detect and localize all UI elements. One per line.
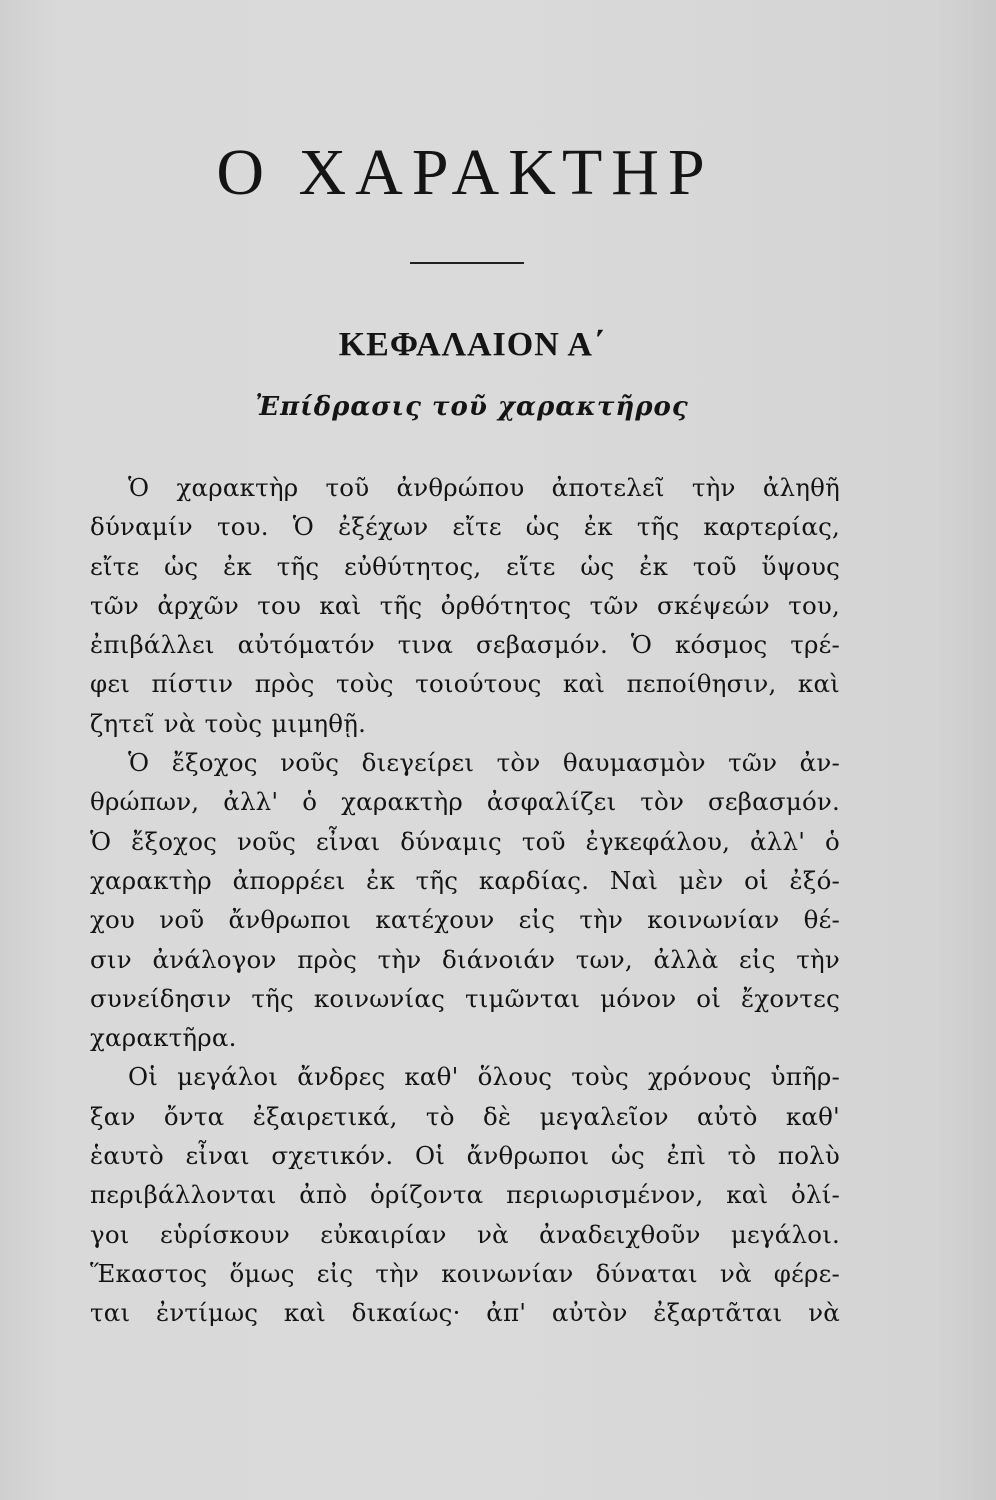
text-line: γοι εὑρίσκουν εὐκαιρίαν νὰ ἀναδειχθοῦν μεγάλοι.	[90, 1219, 840, 1249]
title-divider-rule	[410, 262, 524, 264]
text-line: ζητεῖ νὰ τοὺς μιμηθῇ.	[90, 708, 367, 738]
text-line: θρώπων, ἀλλ' ὁ χαρακτὴρ ἀσφαλίζει τὸν σεβασμόν.	[90, 787, 840, 817]
text-line: χου νοῦ ἄνθρωποι κατέχουν εἰς τὴν κοινωνίαν θέ-	[90, 905, 840, 935]
text-line: Οἱ μεγάλοι ἄνδρες καθ' ὅλους τοὺς χρόνους ὑπῆρ-	[128, 1062, 840, 1092]
text-line: δύναμίν του. Ὁ ἐξέχων εἴτε ὡς ἐκ τῆς καρτερίας,	[90, 512, 840, 542]
paragraph-3	[90, 1057, 840, 1332]
text-line: Ὁ ἔξοχος νοῦς διεγείρει τὸν θαυμασμὸν τῶν ἀν-	[128, 748, 840, 778]
text-line: φει πίστιν πρὸς τοὺς τοιούτους καὶ πεποίθησιν, καὶ	[90, 669, 840, 699]
body-text	[90, 468, 840, 1333]
page-title: Ο ΧΑΡΑΚΤΗΡ	[216, 136, 714, 209]
text-line: εἴτε ὡς ἐκ τῆς εὐθύτητος, εἴτε ὡς ἐκ τοῦ ὕψους	[90, 551, 840, 581]
text-line: Ὁ χαρακτὴρ τοῦ ἀνθρώπου ἀποτελεῖ τὴν ἀληθῆ	[128, 473, 840, 502]
text-line: χαρακτῆρα.	[90, 1023, 237, 1053]
text-line: συνείδησιν τῆς κοινωνίας τιμῶνται μόνον οἱ ἔχοντες	[90, 983, 840, 1013]
text-line: σιν ἀνάλογον πρὸς τὴν διάνοιάν των, ἀλλὰ εἰς τὴν	[90, 944, 840, 974]
text-line: ται ἐντίμως καὶ δικαίως· ἀπ' αὐτὸν ἐξαρτᾶται νὰ	[90, 1298, 840, 1328]
text-line: ξαν ὄντα ἐξαιρετικά, τὸ δὲ μεγαλεῖον αὐτὸ καθ'	[90, 1101, 840, 1131]
text-line: Ἕκαστος ὅμως εἰς τὴν κοινωνίαν δύναται νὰ φέρε-	[90, 1258, 840, 1288]
chapter-heading: ΚΕΦΑΛΑΙΟΝ Α΄	[338, 326, 606, 363]
text-line: ἑαυτὸ εἶναι σχετικόν. Οἱ ἄνθρωποι ὡς ἐπὶ τὸ πολὺ	[90, 1141, 840, 1171]
section-subtitle: Ἐπίδρασις τοῦ χαρακτῆρος	[255, 392, 689, 422]
text-line: περιβάλλονται ἀπὸ ὁρίζοντα περιωρισμένον, καὶ ὀλί-	[90, 1180, 840, 1210]
paragraph-2	[90, 743, 840, 1057]
text-line: Ὁ ἔξοχος νοῦς εἶναι δύναμις τοῦ ἐγκεφάλου, ἀλλ' ὁ	[90, 826, 840, 856]
text-line: ἐπιβάλλει αὐτόματόν τινα σεβασμόν. Ὁ κόσμος τρέ-	[90, 630, 840, 660]
text-line: τῶν ἀρχῶν του καὶ τῆς ὀρθότητος τῶν σκέψεών του,	[90, 590, 840, 620]
paragraph-1	[90, 468, 840, 743]
text-line: χαρακτὴρ ἀπορρέει ἐκ τῆς καρδίας. Ναὶ μὲν οἱ ἐξό-	[90, 865, 840, 895]
